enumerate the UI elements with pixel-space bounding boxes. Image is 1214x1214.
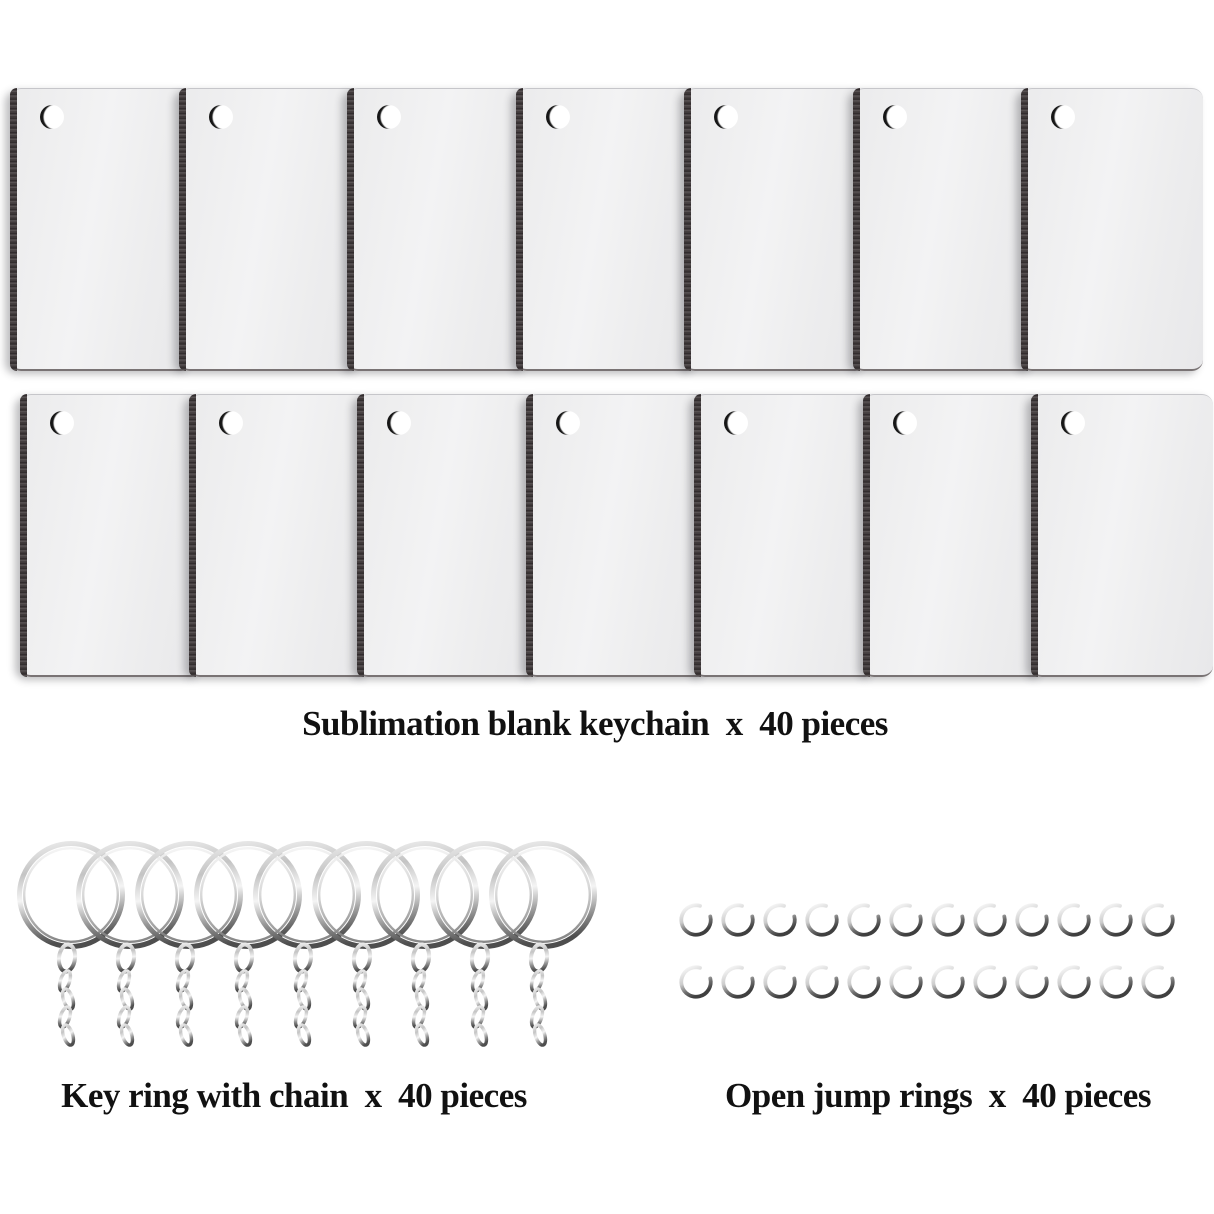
blank-keychain-card [10,88,192,371]
open-jump-ring-icon [677,963,715,1001]
open-jump-ring-icon [761,901,799,939]
card-side-edge [357,394,364,677]
card-side-edge [20,394,27,677]
open-jump-ring-icon [1139,901,1177,939]
card-side-edge [1031,394,1038,677]
card-side-edge [516,88,523,371]
blank-keychain-card [694,394,876,677]
blank-keychain-card [863,394,1045,677]
keychain-hole [724,411,748,435]
card-side-edge [694,394,701,677]
blank-keychain-card [516,88,698,371]
keyring-label: Key ring with chain x 40 pieces [61,1076,527,1115]
open-jump-ring-icon [971,901,1009,939]
open-jump-ring-icon [1013,901,1051,939]
keyring-strip [12,838,543,1050]
open-jump-ring-icon [971,963,1009,1001]
open-jump-ring-icon [761,963,799,1001]
open-jump-ring-icon [845,901,883,939]
card-side-edge [526,394,533,677]
blank-keychain-card [20,394,202,677]
open-jump-ring-icon [887,963,925,1001]
card-side-edge [684,88,691,371]
open-jump-ring-icon [887,901,925,939]
keychain-hole [893,411,917,435]
open-jump-ring-icon [1013,963,1051,1001]
open-jump-ring-icon [1097,901,1135,939]
open-jump-ring-icon [803,963,841,1001]
open-jump-ring-icon [1055,963,1093,1001]
blank-keychain-card [1031,394,1213,677]
blank-keychain-card [526,394,708,677]
jumpring-row-2 [677,963,1177,1001]
blank-keychain-card [347,88,529,371]
card-side-edge [853,88,860,371]
keychain-hole [40,105,64,129]
open-jump-ring-icon [929,963,967,1001]
keychain-hole [219,411,243,435]
card-side-edge [1021,88,1028,371]
open-jump-ring-icon [803,901,841,939]
open-jump-ring-icon [677,901,715,939]
blank-keychain-card [1021,88,1203,371]
keychain-hole [714,105,738,129]
jumpring-row-1 [677,901,1177,939]
blank-keychain-row-1 [10,88,1190,371]
key-ring-with-chain-icon [484,838,602,1050]
keychain-hole [50,411,74,435]
card-side-edge [179,88,186,371]
blank-keychain-card [357,394,539,677]
open-jump-ring-icon [719,963,757,1001]
blank-keychain-card [179,88,361,371]
keychain-hole [1051,105,1075,129]
open-jump-ring-icon [719,901,757,939]
jumpring-label: Open jump rings x 40 pieces [725,1076,1151,1115]
open-jump-ring-icon [929,901,967,939]
keychain-hole [1061,411,1085,435]
card-side-edge [347,88,354,371]
blank-keychain-label: Sublimation blank keychain x 40 pieces [302,704,888,743]
keychain-hole [387,411,411,435]
keychain-hole [377,105,401,129]
card-side-edge [10,88,17,371]
blank-keychain-card [189,394,371,677]
keychain-hole [209,105,233,129]
open-jump-ring-icon [1097,963,1135,1001]
jumpring-grid [677,901,1177,1001]
keychain-hole [546,105,570,129]
open-jump-ring-icon [845,963,883,1001]
keychain-hole [883,105,907,129]
blank-keychain-card [853,88,1035,371]
blank-keychain-card [684,88,866,371]
card-side-edge [189,394,196,677]
keychain-hole [556,411,580,435]
card-side-edge [863,394,870,677]
open-jump-ring-icon [1139,963,1177,1001]
blank-keychain-row-2 [20,394,1200,677]
open-jump-ring-icon [1055,901,1093,939]
